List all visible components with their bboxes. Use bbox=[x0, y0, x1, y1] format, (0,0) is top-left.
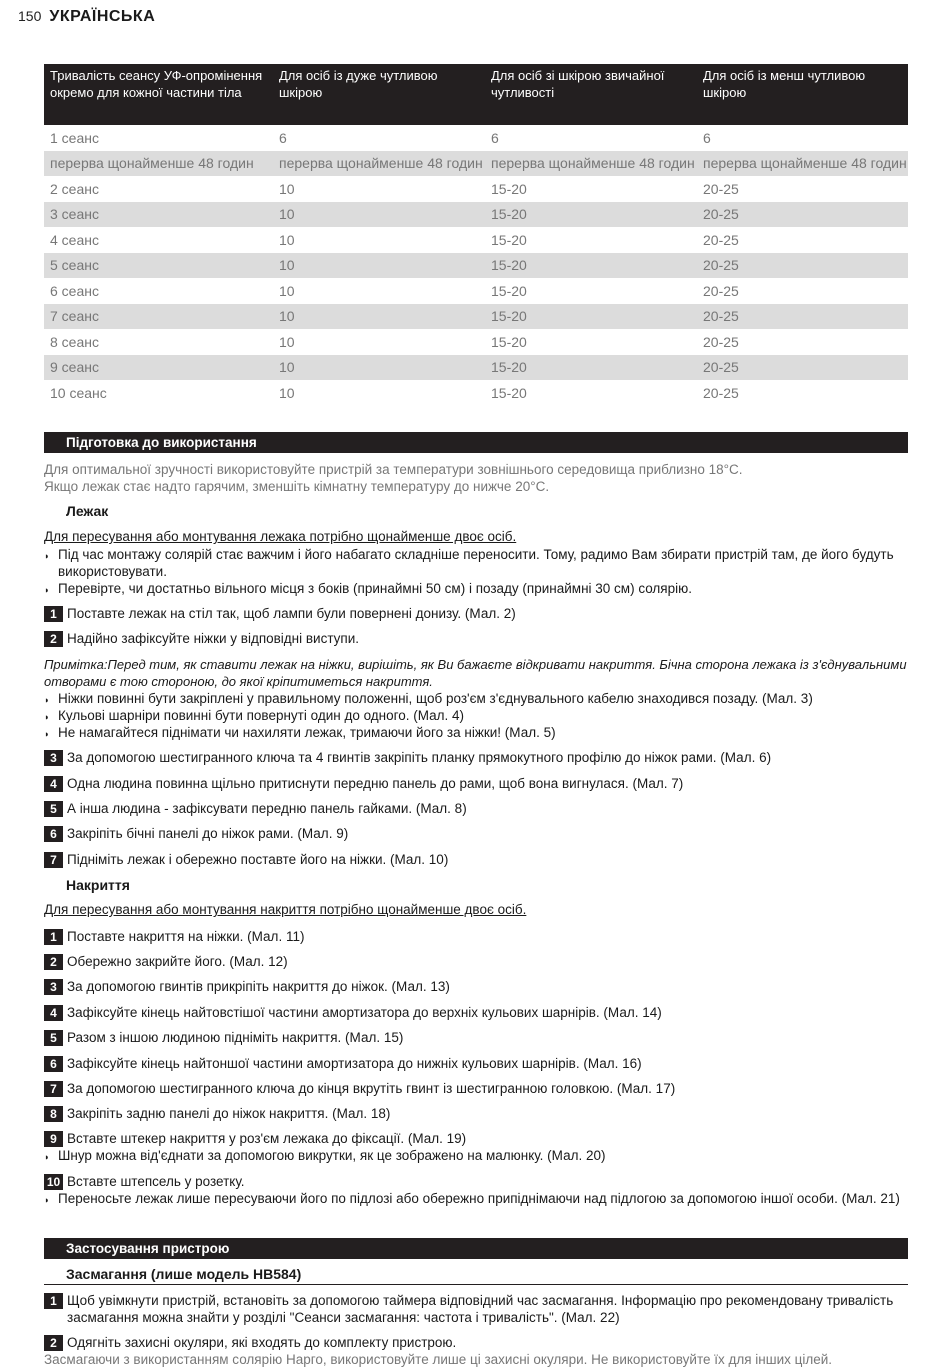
step-item bbox=[44, 928, 908, 945]
list-item bbox=[44, 724, 908, 743]
subsection-title-tanning: Засмагання (лише модель HB584) bbox=[66, 1266, 302, 1282]
bullet-text: Перевірте, чи достатньо вільного місця з боків (принаймні 50 см) і позаду (принаймні 30 см) солярію. bbox=[58, 581, 693, 596]
table-cell: 15-20 bbox=[491, 206, 527, 223]
step-text: Зафіксуйте кінець найтовстішої частини амортизатора до верхніх кульових шарнірів. (Мал. 14) bbox=[67, 1005, 662, 1020]
bullet-icon: ◗ bbox=[44, 695, 50, 705]
step-text: Надійно зафіксуйте ніжки у відповідні виступи. bbox=[67, 631, 360, 646]
step-text: Закріпіть бічні панелі до ніжок рами. (Мал. 9) bbox=[67, 826, 349, 841]
step-number: 1 bbox=[44, 929, 63, 945]
table-cell: перерва щонайменше 48 годин bbox=[50, 155, 254, 172]
table-cell: 10 bbox=[279, 308, 295, 325]
step-number: 6 bbox=[44, 826, 63, 842]
step-text: Поставте накриття на ніжки. (Мал. 11) bbox=[67, 929, 305, 944]
table-cell: 10 сеанс bbox=[50, 384, 107, 401]
step-text: А інша людина - зафіксувати передню панель гайками. (Мал. 8) bbox=[67, 801, 467, 816]
subsection-title-bed: Лежак bbox=[66, 503, 109, 519]
table-cell: 15-20 bbox=[491, 180, 527, 197]
step-item bbox=[44, 630, 908, 647]
step-number: 3 bbox=[44, 750, 63, 766]
step-text: Щоб увімкнути пристрій, встановіть за допомогою таймера відповідний час засмагання. Інформацію про рекомендовану тривалість засмагання можна знайти у розділі "Сеанси засмагання: частота і тривалість". (Мал. 22) bbox=[67, 1293, 894, 1325]
step-text: Закріпіть задню панелі до ніжок накриття. (Мал. 18) bbox=[67, 1106, 391, 1121]
step-text: Разом з іншою людиною підніміть накриття. (Мал. 15) bbox=[67, 1030, 404, 1045]
step-text: Вставте штекер накриття у роз'єм лежака до фіксації. (Мал. 19) bbox=[67, 1131, 467, 1146]
table-row bbox=[44, 278, 908, 304]
step-item bbox=[44, 1173, 908, 1190]
table-row bbox=[44, 355, 908, 381]
list-item bbox=[44, 1190, 908, 1209]
table-cell: 15-20 bbox=[491, 359, 527, 376]
step-number: 9 bbox=[44, 1131, 63, 1147]
step-number: 3 bbox=[44, 979, 63, 995]
language-title: УКРАЇНСЬКА bbox=[49, 8, 156, 25]
step-text: Зафіксуйте кінець найтоншої частини амортизатора до нижніх кульових шарнірів. (Мал. 16) bbox=[67, 1056, 642, 1071]
table-cell: 20-25 bbox=[703, 231, 739, 248]
table-cell: перерва щонайменше 48 годин bbox=[703, 155, 907, 172]
table-row bbox=[44, 202, 908, 228]
table-cell: 10 bbox=[279, 384, 295, 401]
bullet-text: Переносьте лежак лише пересуваючи його по підлозі або обережно припіднімаючи над підлогою за допомогою іншої особи. (Мал. 21) bbox=[58, 1191, 900, 1206]
table-cell: 10 bbox=[279, 282, 295, 299]
section-title-usage: Застосування пристрою bbox=[44, 1238, 908, 1259]
table-cell: 10 bbox=[279, 359, 295, 376]
step-number: 2 bbox=[44, 954, 63, 970]
step-number: 8 bbox=[44, 1106, 63, 1122]
bullet-icon: ◗ bbox=[44, 1152, 50, 1162]
table-row bbox=[44, 304, 908, 330]
table-row bbox=[44, 227, 908, 253]
table-cell: 15-20 bbox=[491, 308, 527, 325]
step-text: За допомогою гвинтів прикріпіть накриття до ніжок. (Мал. 13) bbox=[67, 979, 450, 994]
table-header-cell: Для осіб зі шкірою звичайної чутливості bbox=[491, 68, 665, 100]
table-cell: 10 bbox=[279, 257, 295, 274]
step-text: За допомогою шестигранного ключа та 4 гвинтів закріпіть планку прямокутного профілю до ніжок рами. (Мал. 6) bbox=[67, 750, 772, 765]
table-row bbox=[44, 125, 908, 151]
table-cell: 9 сеанс bbox=[50, 359, 99, 376]
table-cell: 1 сеанс bbox=[50, 129, 99, 146]
table-cell: 20-25 bbox=[703, 333, 739, 350]
bullet-icon: ◗ bbox=[44, 712, 50, 722]
step-item bbox=[44, 978, 908, 995]
table-cell: 8 сеанс bbox=[50, 333, 99, 350]
step-item bbox=[44, 1105, 908, 1122]
table-cell: 15-20 bbox=[491, 282, 527, 299]
step-item bbox=[44, 1080, 908, 1097]
step-text: Одягніть захисні окуляри, які входять до комплекту пристрою. bbox=[67, 1335, 457, 1350]
step-text: Поставте лежак на стіл так, щоб лампи були повернені донизу. (Мал. 2) bbox=[67, 606, 516, 621]
footer-note: Засмагаючи з використанням солярію Нарго, використовуйте лише ці захисні окуляри. Не використовуйте їх для інших цілей. bbox=[44, 1352, 833, 1367]
step-text: Підніміть лежак і обережно поставте його на ніжки. (Мал. 10) bbox=[67, 852, 449, 867]
table-cell: 20-25 bbox=[703, 206, 739, 223]
table-header-cell: Для осіб із дуже чутливою шкірою bbox=[279, 68, 438, 100]
table-header bbox=[44, 64, 908, 125]
page-header bbox=[18, 8, 155, 30]
step-item bbox=[44, 1130, 908, 1147]
step-number: 4 bbox=[44, 776, 63, 792]
step-item bbox=[44, 800, 908, 817]
table-cell: 20-25 bbox=[703, 282, 739, 299]
table-header-cell: Тривалість сеансу УФ-опромінення окремо для кожної частини тіла bbox=[50, 68, 263, 100]
step-text: Обережно закрийте його. (Мал. 12) bbox=[67, 954, 288, 969]
step-number: 5 bbox=[44, 801, 63, 817]
step-number: 2 bbox=[44, 1335, 63, 1351]
intro-text: Якщо лежак стає надто гарячим, зменшіть кімнатну температуру до нижче 20°C. bbox=[44, 479, 550, 494]
step-number: 7 bbox=[44, 852, 63, 868]
step-number: 10 bbox=[44, 1174, 63, 1190]
table-cell: 20-25 bbox=[703, 180, 739, 197]
table-cell: 6 сеанс bbox=[50, 282, 99, 299]
table-cell: перерва щонайменше 48 годин bbox=[279, 155, 483, 172]
bullet-icon: ◗ bbox=[44, 585, 50, 595]
step-text: За допомогою шестигранного ключа до кінця вкрутіть гвинт із шестигранною головкою. (Мал. 17) bbox=[67, 1081, 676, 1096]
step-item bbox=[44, 605, 908, 622]
bullet-text: Шнур можна від'єднати за допомогою викрутки, як це зображено на малюнку. (Мал. 20) bbox=[58, 1148, 606, 1163]
bullet-icon: ◗ bbox=[44, 551, 50, 561]
bullet-icon: ◗ bbox=[44, 1195, 50, 1205]
table-cell: 20-25 bbox=[703, 359, 739, 376]
table-cell: 10 bbox=[279, 333, 295, 350]
table-cell: 20-25 bbox=[703, 384, 739, 401]
table-cell: 5 сеанс bbox=[50, 257, 99, 274]
bullet-text: Ніжки повинні бути закріплені у правильному положенні, щоб роз'єм з'єднувального кабелю знаходився позаду. (Мал. 3) bbox=[58, 691, 813, 706]
table-cell: 3 сеанс bbox=[50, 206, 99, 223]
table-row bbox=[44, 151, 908, 177]
table-cell: 10 bbox=[279, 180, 295, 197]
step-item bbox=[44, 1004, 908, 1021]
table-cell: 4 сеанс bbox=[50, 231, 99, 248]
table-cell: 10 bbox=[279, 231, 295, 248]
table-cell: 6 bbox=[279, 129, 287, 146]
table-cell: 6 bbox=[703, 129, 711, 146]
list-item bbox=[44, 1147, 908, 1166]
step-number: 6 bbox=[44, 1056, 63, 1072]
table-cell: 6 bbox=[491, 129, 499, 146]
table-row bbox=[44, 176, 908, 202]
step-number: 5 bbox=[44, 1030, 63, 1046]
page-number: 150 bbox=[18, 8, 42, 24]
step-item bbox=[44, 851, 908, 868]
step-item bbox=[44, 1334, 908, 1351]
warning-underlined: Для пересування або монтування накриття потрібно щонайменше двоє осіб. bbox=[44, 902, 527, 917]
step-item bbox=[44, 1055, 908, 1072]
table-row bbox=[44, 253, 908, 279]
intro-text: Для оптимальної зручності використовуйте пристрій за температури зовнішнього середовища приблизно 18°C. bbox=[44, 462, 743, 477]
table-cell: 2 сеанс bbox=[50, 180, 99, 197]
step-number: 1 bbox=[44, 1293, 63, 1309]
step-number: 1 bbox=[44, 606, 63, 622]
table-row bbox=[44, 329, 908, 355]
table-cell: 15-20 bbox=[491, 257, 527, 274]
step-text: Вставте штепсель у розетку. bbox=[67, 1174, 245, 1189]
table-row bbox=[44, 380, 908, 406]
bullet-text: Кульові шарніри повинні бути повернуті один до одного. (Мал. 4) bbox=[58, 708, 465, 723]
table-cell: 7 сеанс bbox=[50, 308, 99, 325]
step-number: 4 bbox=[44, 1005, 63, 1021]
table-cell: 15-20 bbox=[491, 333, 527, 350]
step-text: Одна людина повинна щільно притиснути передню панель до рами, щоб вона вигнулася. (Мал. 7) bbox=[67, 776, 684, 791]
step-item bbox=[44, 775, 908, 792]
note-text: Примітка:Перед тим, як ставити лежак на ніжки, вирішіть, як Ви бажаєте відкривати накриття. Бічна сторона лежака із з'єднувальними отворами є тою стороною, до якої кріпитиметься накриття. bbox=[44, 657, 907, 689]
table-cell: 10 bbox=[279, 206, 295, 223]
bullet-text: Не намагайтеся піднімати чи нахиляти лежак, тримаючи його за ніжки! (Мал. 5) bbox=[58, 725, 556, 740]
list-item bbox=[44, 546, 908, 580]
subsection-title-cover: Накриття bbox=[66, 877, 130, 893]
table-cell: 15-20 bbox=[491, 231, 527, 248]
warning-underlined: Для пересування або монтування лежака потрібно щонайменше двоє осіб. bbox=[44, 529, 517, 544]
table-header-cell: Для осіб із менш чутливою шкірою bbox=[703, 68, 866, 100]
step-item bbox=[44, 953, 908, 970]
table-cell: 20-25 bbox=[703, 257, 739, 274]
table-cell: 15-20 bbox=[491, 384, 527, 401]
tanning-schedule-table bbox=[44, 64, 908, 406]
bullet-text: Під час монтажу солярій стає важчим і його набагато складніше переносити. Тому, радимо Вам збирати пристрій там, де його будуть використовувати. bbox=[58, 547, 894, 579]
section-title-preparation: Підготовка до використання bbox=[44, 432, 908, 453]
step-item bbox=[44, 825, 908, 842]
step-item bbox=[44, 1029, 908, 1046]
table-cell: 20-25 bbox=[703, 308, 739, 325]
list-item bbox=[44, 580, 908, 599]
bullet-icon: ◗ bbox=[44, 729, 50, 739]
step-item bbox=[44, 749, 908, 766]
table-cell: перерва щонайменше 48 годин bbox=[491, 155, 695, 172]
step-number: 2 bbox=[44, 631, 63, 647]
step-number: 7 bbox=[44, 1081, 63, 1097]
step-item bbox=[44, 1292, 908, 1326]
